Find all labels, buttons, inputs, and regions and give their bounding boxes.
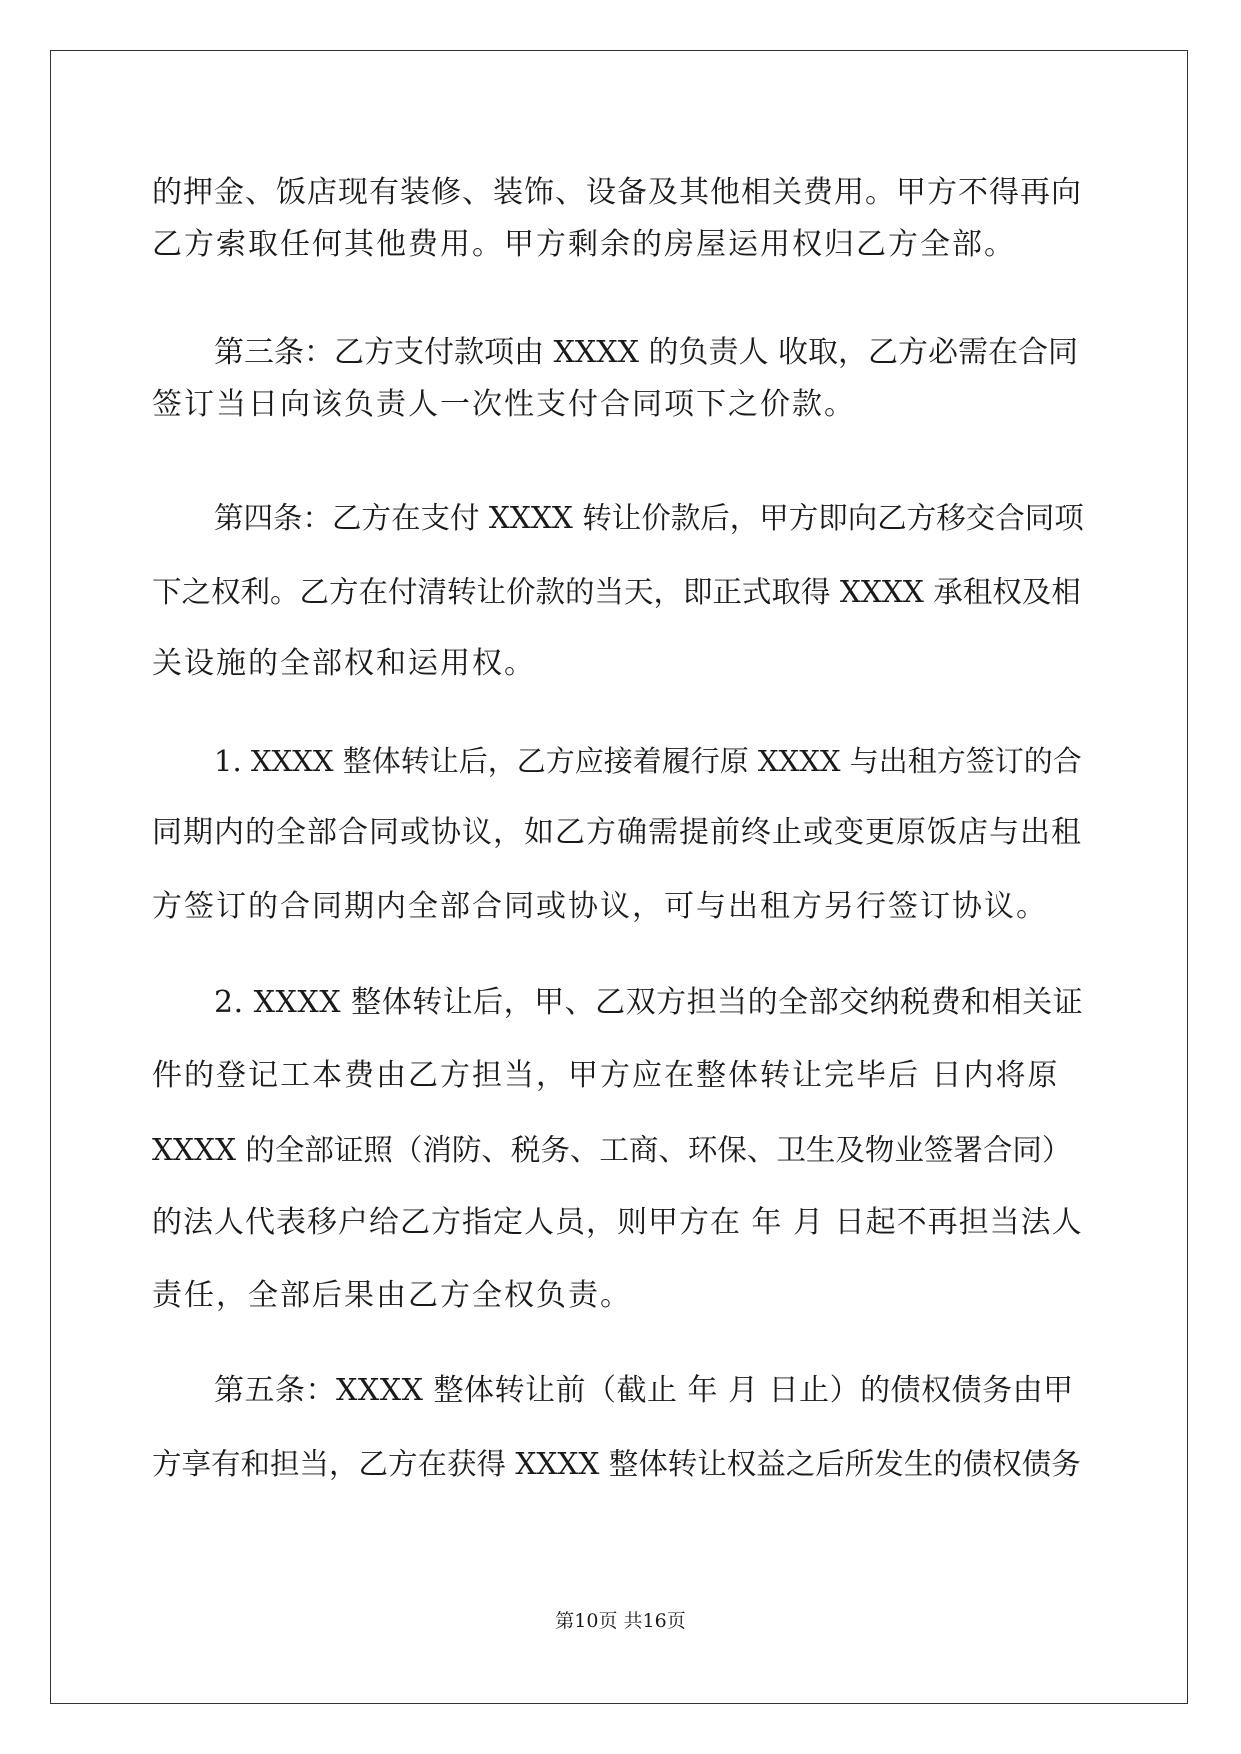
text-line: 责任，全部后果由乙方全权负责。 xyxy=(152,1278,632,1313)
page-number-footer: 第10页 共16页 xyxy=(555,1610,686,1632)
text-line: 1. XXXX 整体转让后，乙方应接着履行原 XXXX 与出租方签订的合 xyxy=(214,744,1082,778)
text-line: 第五条：XXXX 整体转让前（截止 年 月 日止）的债权债务由甲 xyxy=(214,1373,1074,1408)
text-line: XXXX 的全部证照（消防、税务、工商、环保、卫生及物业签署合同） xyxy=(152,1133,1072,1167)
text-line: 第四条：乙方在支付 XXXX 转让价款后，甲方即向乙方移交合同项 xyxy=(214,501,1084,535)
text-line: 第三条：乙方支付款项由 XXXX 的负责人 收取，乙方必需在合同 xyxy=(214,335,1079,370)
text-line: 件的登记工本费由乙方担当，甲方应在整体转让完毕后 日内将原 xyxy=(152,1058,1060,1093)
text-line: 下之权利。乙方在付清转让价款的当天，即正式取得 XXXX 承租权及相 xyxy=(152,575,1081,609)
text-line: 关设施的全部权和运用权。 xyxy=(152,646,536,681)
text-line: 的押金、饭店现有装修、装饰、设备及其他相关费用。甲方不得再向 xyxy=(152,175,1082,210)
text-line: 签订当日向该负责人一次性支付合同项下之价款。 xyxy=(152,387,856,422)
text-line: 方享有和担当，乙方在获得 XXXX 整体转让权益之后所发生的债权债务 xyxy=(152,1447,1081,1481)
text-line: 2. XXXX 整体转让后，甲、乙双方担当的全部交纳税费和相关证 xyxy=(214,985,1084,1020)
text-line: 方签订的合同期内全部合同或协议，可与出租方另行签订协议。 xyxy=(152,889,1048,924)
text-line: 的法人代表移户给乙方指定人员，则甲方在 年 月 日起不再担当法人 xyxy=(152,1205,1083,1240)
text-line: 同期内的全部合同或协议，如乙方确需提前终止或变更原饭店与出租 xyxy=(152,815,1082,850)
text-line: 乙方索取任何其他费用。甲方剩余的房屋运用权归乙方全部。 xyxy=(152,227,1016,262)
